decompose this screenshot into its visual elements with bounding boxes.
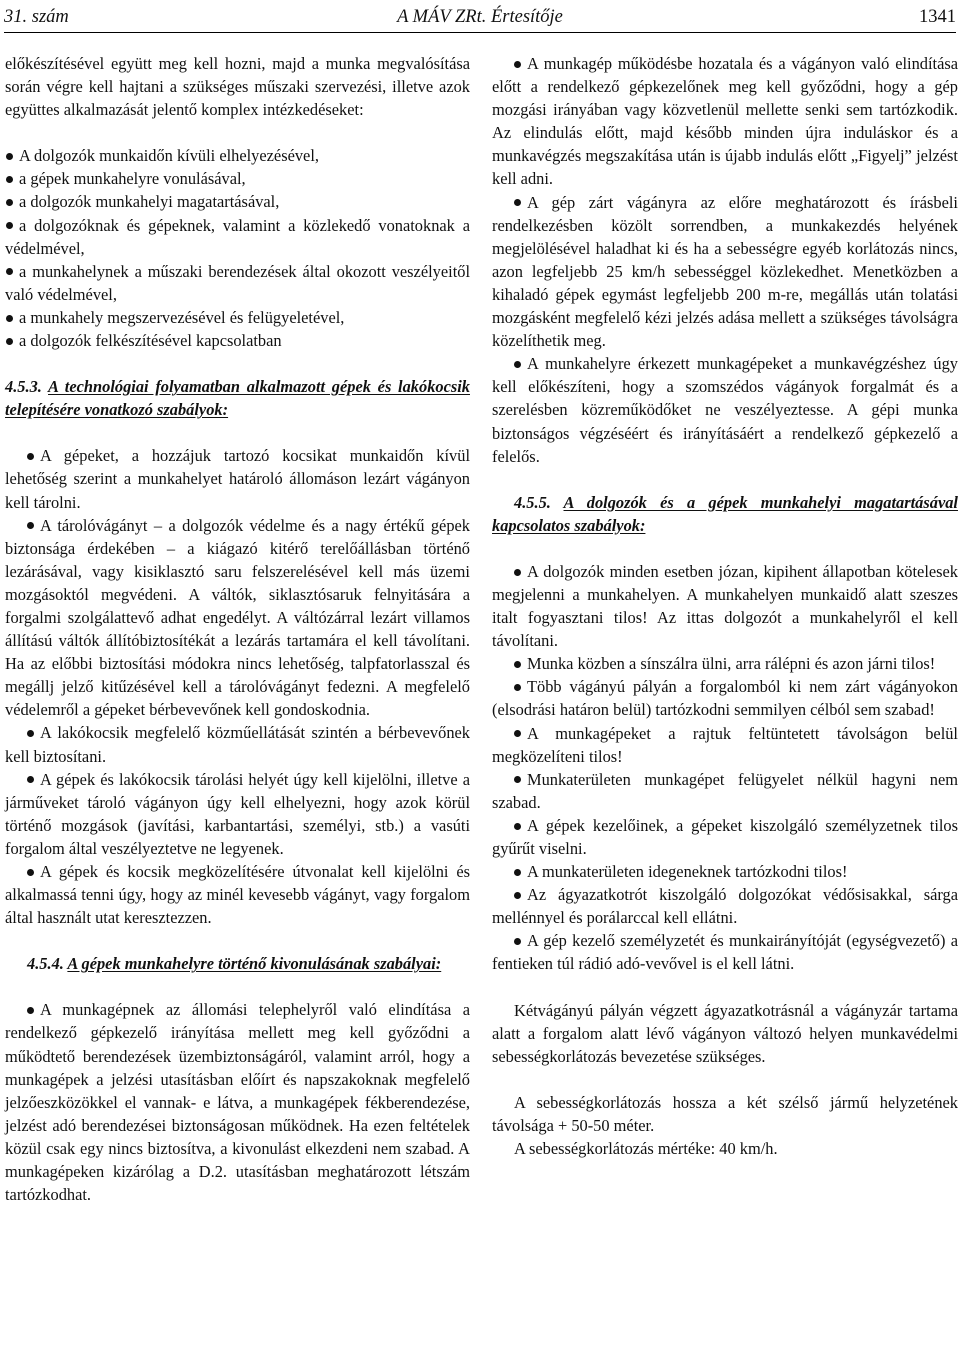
section-heading-4-5-5 xyxy=(492,491,958,537)
intro-paragraph: előkészítésével együtt meg kell hozni, majd a munka megvalósítása során végre kell hajtani a szükséges műszaki szervezési, illetve azok együttes alkalmazását jelentő komplex intézkedéseket: xyxy=(5,54,470,120)
section-title: A technológiai folyamatban alkalmazott gépek és lakókocsik telepítésére vonatkozó szabályok: xyxy=(5,377,470,420)
section-number: 4.5.3. xyxy=(5,377,42,397)
paragraph: A munkahelyre érkezett munkagépeket a munkavégzéshez úgy kell előkészíteni, hogy a szomszédos vágányok forgalmát és a szerelésben közreműködőket ne veszélyeztesse. A gépi munka biztonságos végzéséért és irányításáért a rendelkező gépkezelő a felelős. xyxy=(492,352,958,467)
section-number: 4.5.5. xyxy=(514,492,551,512)
paragraph: A munkagépnek az állomási telephelyről való elindítása a rendelkező gépkezelő irányítása mellett meg kell győződni a működtető berendezések üzembiztonságáról, valamint arról, hogy a munkagépek a jelzési utasításban előírt és napszakoknak megfelelő jelzőeszközökkel el vannak- e látva, a munkagépek fékberendezése, jelzést adó berendezései biztonságosan működnek. Ha ezen feltételek közül csak egy nincs biztosítva, a kivonulást elkezdeni nem szabad. A munkagépeken kizárólag a D.2. utasításban meghatározott létszám tartózkodhat. xyxy=(5,998,470,1206)
list-item: a dolgozók munkahelyi magatartásával, xyxy=(5,190,470,213)
paragraph: A gép zárt vágányra az előre meghatározott és írásbeli rendelkezésben közölt sorrendben, a munkakezdés helyének megjelölésével haladhat ki és ha a sebességre egyéb korlátozás nincs, azon legfeljebb 25 km/h sebességgel közlekedhet. Menetközben a kihaladó gépek egymást legfeljebb 200 m-re, megállás után tolatási mozgásként megfelelő kézi jelzés adása mellett a szükséges távolságra közelíthetik meg. xyxy=(492,191,958,353)
paragraph: A sebességkorlátozás mértéke: 40 km/h. xyxy=(514,1139,778,1159)
paragraph: A gépek kezelőinek, a gépeket kiszolgáló személyzetnek tilos gyűrűt viselni. xyxy=(492,814,958,860)
paragraph: A munkagép működésbe hozatala és a vágányon való elindítása előtt a rendelkező gépkezelőnek meg kell győződni, hogy a gép mozgási irányában vagy közvetlenül mellette senki sem tartózkodik. Az elindulás előtt, majd később minden újra induláskor és a munkavégzés megszakítása után is újabb indulás előtt „Figyelj” jelzést kell adni. xyxy=(492,52,958,191)
left-column xyxy=(5,52,470,1206)
list-item: a gépek munkahelyre vonulásával, xyxy=(5,167,470,190)
paragraph: Kétvágányú pályán végzett ágyazatkotrásnál a vágányzár tartama alatt a forgalom alatt lévő vágányon változó helyen munkavédelmi sebességkorlátozás bevezetése szükséges. xyxy=(492,1000,958,1066)
paragraph: Az ágyazatkotrót kiszolgáló dolgozókat védősisakkal, sárga mellénnyel és porálarccal kell ellátni. xyxy=(492,883,958,929)
list-item: A dolgozók munkaidőn kívüli elhelyezésével, xyxy=(5,144,470,167)
measures-list xyxy=(5,144,470,352)
section-number: 4.5.4. xyxy=(27,954,64,974)
section-heading-4-5-3 xyxy=(5,375,470,421)
paragraph: A tárolóvágányt – a dolgozók védelme és a nagy értékű gépek biztonsága érdekében – a kiágazó kitérő terelőállásban történő lezárásával, vagy kisiklasztó saru felszerelésével kell más üzemi mozgásoktól megvédeni. A váltók, siklasztósaruk felnyitására a forgalmi szolgálattevő adhat engedélyt. A váltózárral lezárt villamos állítású váltók állítóbiztosítékát a lezárás tartamára el kell távolítani. Ha az előbbi biztosítási módokra nincs lehetőség, talpfatorlasszal és megállj jelző kitűzésével kell a tárolóvágányt fedezni. A megfelelő védelemről a gépeket bérbevevőnek kell gondoskodnia. xyxy=(5,514,470,722)
paragraph: A munkaterületen idegeneknek tartózkodni tilos! xyxy=(492,860,958,883)
paragraph: A lakókocsik megfelelő közműellátását szintén a bérbevevőnek kell biztosítani. xyxy=(5,721,470,767)
list-item: a munkahelynek a műszaki berendezések által okozott veszélyeitől való védelmével, xyxy=(5,260,470,306)
paragraph: A gépek és kocsik megközelítésére útvonalat kell kijelölni és alkalmassá tenni úgy, hogy az minél kevesebb vágányt, vagy forgalom által használt utat keresztezzen. xyxy=(5,860,470,929)
paragraph: Több vágányú pályán a forgalomból ki nem zárt vágányokon (elsodrási határon belül) tartózkodni semmilyen célból sem szabad! xyxy=(492,675,958,721)
publication-title: A MÁV ZRt. Értesítője xyxy=(397,7,563,27)
paragraph: Munka közben a sínszálra ülni, arra rálépni és azon járni tilos! xyxy=(492,652,958,675)
list-item: a dolgozóknak és gépeknek, valamint a közlekedő vonatoknak a védelmével, xyxy=(5,214,470,260)
right-column xyxy=(492,52,958,1160)
paragraph: Munkaterületen munkagépet felügyelet nélkül hagyni nem szabad. xyxy=(492,768,958,814)
paragraph: A gépeket, a hozzájuk tartozó kocsikat munkaidőn kívül lehetőség szerint a munkahelyet határoló állomáson lezárt vágányon kell tárolni. xyxy=(5,444,470,513)
section-title: A gépek munkahelyre történő kivonulásának szabályai: xyxy=(67,954,442,974)
page-header xyxy=(4,4,956,33)
paragraph: A munkagépeket a rajtuk feltüntetett távolságon belül megközelíteni tilos! xyxy=(492,722,958,768)
paragraph: A gép kezelő személyzetét és munkairányítóját (egységvezető) a fentieken túl rádió adó-vevővel is el kell látni. xyxy=(492,929,958,975)
list-item: a munkahely megszervezésével és felügyeletével, xyxy=(5,306,470,329)
paragraph: A dolgozók minden esetben józan, kipihent állapotban kötelesek megjelenni a munkahelyen. A munkahelyen munkaidő alatt szeszes italt fogyasztani tilos! Az ittas dolgozót a munkahelyről el kell távolítani. xyxy=(492,560,958,652)
paragraph: A sebességkorlátozás hossza a két szélső jármű helyzetének távolsága + 50-50 méter. xyxy=(492,1092,958,1135)
page-number: 1341 xyxy=(919,7,956,27)
issue-number: 31. szám xyxy=(4,7,69,27)
list-item: a dolgozók felkészítésével kapcsolatban xyxy=(5,329,470,352)
section-title: A dolgozók és a gépek munkahelyi magatartásával kapcsolatos szabályok: xyxy=(492,492,958,535)
section-heading-4-5-4 xyxy=(5,952,470,975)
paragraph: A gépek és lakókocsik tárolási helyét úgy kell kijelölni, illetve a járműveket tároló vágányon úgy kell elhelyezni, hogy azok körül történő mozgások (javítási, karbantartási, személyi, stb.) a vasúti forgalom által veszélyeztetve ne legyenek. xyxy=(5,768,470,860)
